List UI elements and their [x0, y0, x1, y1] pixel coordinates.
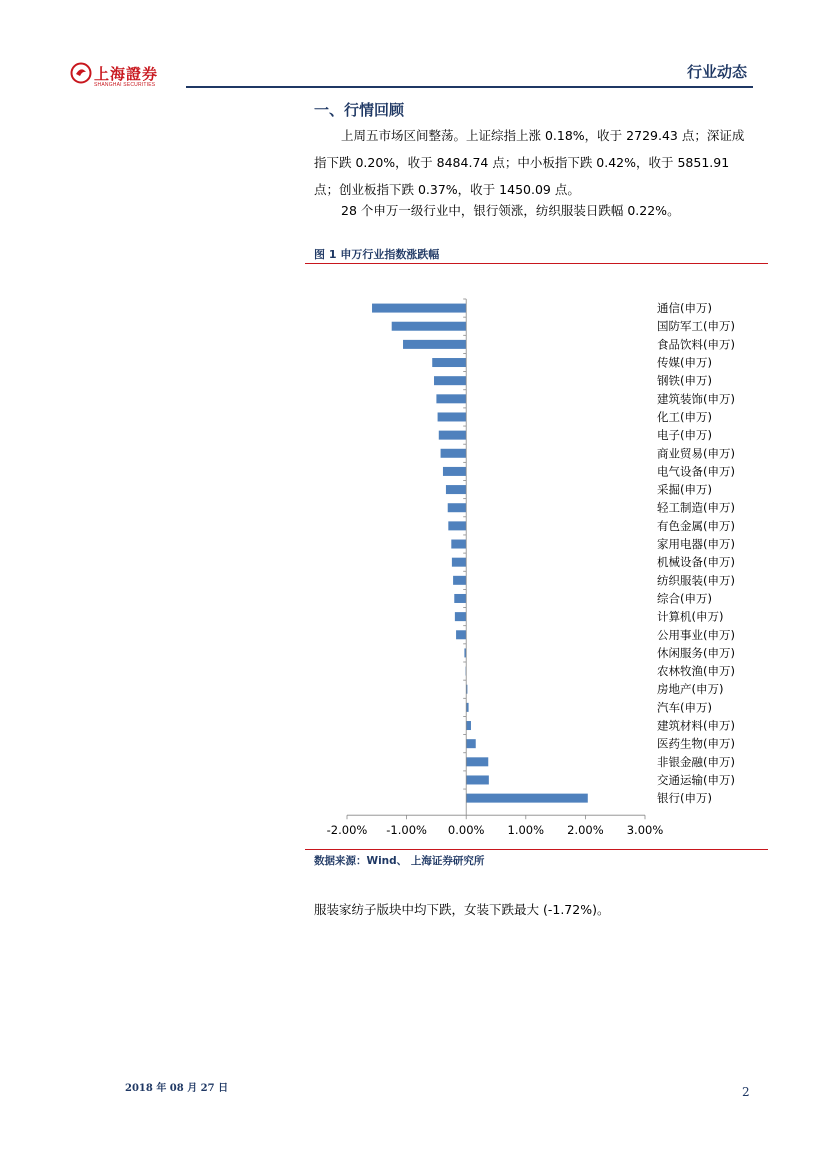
chart-bar	[466, 739, 476, 748]
chart-bar	[441, 449, 467, 458]
category-label: 汽车(申万)	[657, 700, 712, 715]
category-label: 建筑材料(申万)	[657, 718, 735, 733]
chart-bar	[392, 322, 467, 331]
chart-bar	[455, 612, 466, 621]
logo-text: 上海證券	[94, 65, 159, 83]
chart-bar	[443, 467, 466, 476]
category-label: 综合(申万)	[657, 591, 712, 606]
category-label: 银行(申万)	[657, 791, 712, 806]
chart-bar	[454, 594, 466, 603]
chart-tick-labels	[327, 823, 664, 837]
chart-bar	[466, 794, 588, 803]
category-label: 非银金融(申万)	[657, 754, 735, 769]
chart-bar	[451, 540, 466, 549]
chart-bar	[446, 485, 466, 494]
category-label: 化工(申万)	[657, 409, 712, 424]
category-label: 国防军工(申万)	[657, 319, 735, 334]
paragraph-text: 上周五市场区间整荡。上证综指上涨 0.18%，收于 2729.43 点；深证成指下跌 0.20%，收于 8484.74 点；中小板指下跌 0.42%，收于 5851.91 点；创业板指下跌 0.37%，收于 1450.09 点。	[314, 128, 745, 197]
chart-bar	[448, 521, 466, 530]
x-tick-label: 0.00%	[447, 823, 485, 838]
chart-bar	[434, 376, 466, 385]
chart-bar	[452, 558, 466, 567]
category-label: 传媒(申万)	[657, 355, 712, 370]
category-label: 公用事业(申万)	[657, 627, 735, 642]
header-divider	[186, 86, 753, 88]
category-label: 电子(申万)	[657, 428, 712, 443]
company-logo	[70, 60, 182, 90]
header-title: 行业动态	[686, 63, 747, 81]
category-label: 商业贸易(申万)	[657, 446, 735, 461]
section-heading: 一、行情回顾	[314, 101, 405, 119]
category-label: 电气设备(申万)	[657, 464, 735, 479]
industry-change-bar-chart	[305, 280, 768, 840]
x-tick-label: -1.00%	[386, 823, 427, 838]
chart-bar	[448, 503, 466, 512]
paragraph-apparel: 服装家纺子版块中均下跌，女装下跌最大 (-1.72%)。	[314, 902, 610, 917]
chart-bar	[466, 721, 471, 730]
chart-bar	[438, 412, 467, 421]
category-label: 医药生物(申万)	[657, 736, 735, 751]
chart-bar	[439, 431, 466, 440]
chart-bar	[466, 775, 489, 784]
category-label: 钢铁(申万)	[657, 373, 712, 388]
category-label: 机械设备(申万)	[657, 555, 735, 570]
category-label: 家用电器(申万)	[657, 537, 735, 552]
category-label: 休闲服务(申万)	[657, 645, 735, 660]
category-label: 建筑装饰(申万)	[657, 391, 735, 406]
category-label: 交通运输(申万)	[657, 772, 735, 787]
logo-emblem-icon	[70, 62, 92, 84]
chart-bar	[372, 304, 466, 313]
category-label: 纺织服装(申万)	[657, 573, 735, 588]
category-label: 房地产(申万)	[657, 682, 724, 697]
category-label: 有色金属(申万)	[657, 518, 735, 533]
chart-bar	[466, 757, 488, 766]
x-tick-label: -2.00%	[326, 823, 368, 838]
chart-axis	[347, 299, 645, 819]
category-label: 计算机(申万)	[657, 609, 724, 624]
paragraph-market-review	[314, 122, 754, 203]
category-label: 采掘(申万)	[657, 482, 712, 497]
paragraph-industry-summary	[314, 197, 754, 224]
x-tick-label: 2.00%	[567, 823, 604, 838]
paragraph-text: 28 个申万一级行业中，银行领涨，纺织服装日跌幅 0.22%。	[341, 203, 680, 218]
figure-title: 图 1 申万行业指数涨跌幅	[314, 248, 440, 261]
category-label: 轻工制造(申万)	[657, 500, 735, 515]
category-label: 食品饮料(申万)	[657, 337, 735, 352]
x-tick-label: 3.00%	[626, 823, 664, 838]
chart-bar	[453, 576, 466, 585]
x-tick-label: 1.00%	[507, 823, 545, 838]
chart-bars	[372, 304, 588, 803]
figure-divider-top	[305, 263, 768, 264]
page-number: 2	[742, 1085, 750, 1099]
category-label: 农林牧渔(申万)	[657, 664, 735, 679]
chart-category-labels	[657, 301, 735, 805]
chart-bar	[456, 630, 466, 639]
footer-date: 2018 年 08 月 27 日	[125, 1083, 229, 1094]
chart-bar	[432, 358, 466, 367]
chart-bar	[403, 340, 466, 349]
figure-divider-bottom	[305, 849, 768, 850]
chart-bar	[436, 394, 466, 403]
figure-source: 数据来源：Wind、 上海证券研究所	[314, 855, 485, 867]
category-label: 通信(申万)	[657, 301, 712, 316]
logo-subtext: SHANGHAI SECURITIES	[94, 82, 156, 88]
